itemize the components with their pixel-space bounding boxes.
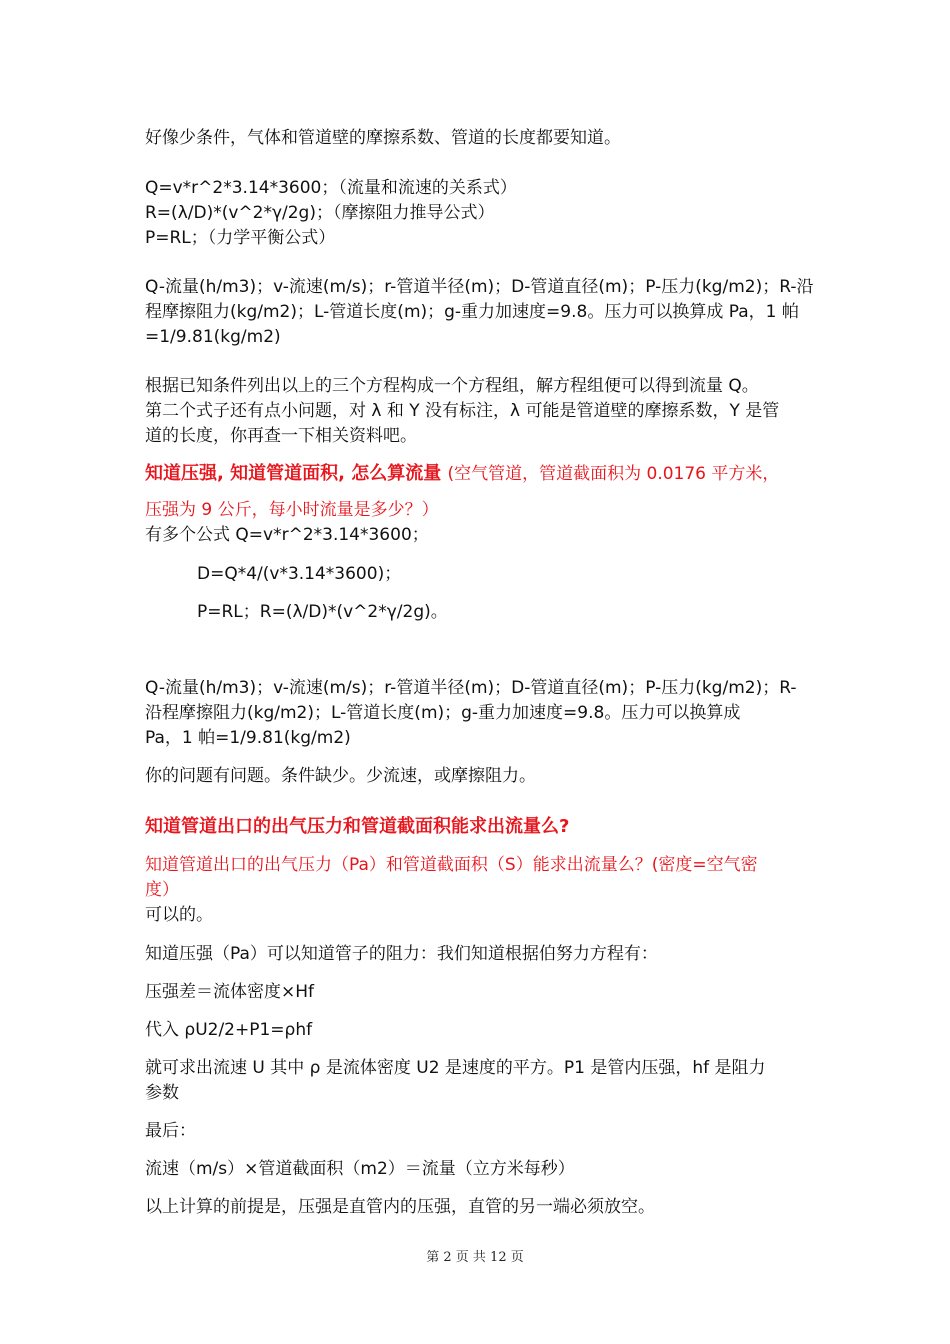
section-heading: 知道管道出口的出气压力和管道截面积能求出流量么? xyxy=(145,816,570,837)
paragraph-line: 程摩擦阻力(kg/m2)；L-管道长度(m)；g-重力加速度=9.8。压力可以换算成 Pa，1 帕 xyxy=(145,302,799,322)
paragraph-line: Pa，1 帕=1/9.81(kg/m2) xyxy=(145,728,351,748)
paragraph-line: 可以的。 xyxy=(145,905,213,925)
paragraph-line: 参数 xyxy=(145,1083,179,1103)
question-line: 度） xyxy=(145,880,179,900)
paragraph-line: 你的问题有问题。条件缺少。少流速，或摩擦阻力。 xyxy=(145,766,536,786)
paragraph-line: 根据已知条件列出以上的三个方程构成一个方程组，解方程组便可以得到流量 Q。 xyxy=(145,376,759,396)
paragraph-line: 知道压强（Pa）可以知道管子的阻力：我们知道根据伯努力方程有： xyxy=(145,944,658,964)
formula-line: R=(λ/D)*(v^2*γ/2g)；（摩擦阻力推导公式） xyxy=(145,203,495,223)
paragraph-line: =1/9.81(kg/m2) xyxy=(145,327,281,347)
paragraph-line: 有多个公式 Q=v*r^2*3.14*3600； xyxy=(145,525,429,545)
heading-rest: (空气管道，管道截面积为 0.0176 平方米， xyxy=(447,464,780,484)
page-footer: 第 2 页 共 12 页 xyxy=(426,1250,524,1265)
paragraph-line: 流速（m/s）×管道截面积（m2）＝流量（立方米每秒） xyxy=(145,1159,575,1179)
paragraph-line: 沿程摩擦阻力(kg/m2)；L-管道长度(m)；g-重力加速度=9.8。压力可以换算成 xyxy=(145,703,741,723)
paragraph-line: 道的长度，你再查一下相关资料吧。 xyxy=(145,426,417,446)
formula-line: Q=v*r^2*3.14*3600；（流量和流速的关系式） xyxy=(145,178,517,198)
formula-line: P=RL；R=(λ/D)*(v^2*γ/2g)。 xyxy=(197,602,448,622)
paragraph-line: 代入 ρU2/2+P1=ρhf xyxy=(145,1020,313,1040)
question-line: 知道管道出口的出气压力（Pa）和管道截面积（S）能求出流量么？(密度=空气密 xyxy=(145,855,758,875)
heading-bold: 知道压强, 知道管道面积, 怎么算流量 xyxy=(145,463,448,484)
paragraph-line: 压强差＝流体密度×Hf xyxy=(145,982,315,1002)
heading-line: 压强为 9 公斤，每小时流量是多少？） xyxy=(145,500,439,520)
paragraph-line: Q-流量(h/m3)；v-流速(m/s)；r-管道半径(m)；D-管道直径(m)；P-压力(kg/m2)；R-沿 xyxy=(145,277,814,297)
paragraph-line: 以上计算的前提是，压强是直管内的压强，直管的另一端必须放空。 xyxy=(145,1197,655,1217)
paragraph-line: 好像少条件，气体和管道壁的摩擦系数、管道的长度都要知道。 xyxy=(145,128,621,148)
paragraph-line: 第二个式子还有点小问题，对 λ 和 Y 没有标注，λ 可能是管道壁的摩擦系数，Y 是管 xyxy=(145,401,780,421)
section-heading xyxy=(145,462,779,486)
formula-line: P=RL；（力学平衡公式） xyxy=(145,228,336,248)
formula-line: D=Q*4/(v*3.14*3600)； xyxy=(197,564,402,584)
paragraph-line: Q-流量(h/m3)；v-流速(m/s)；r-管道半径(m)；D-管道直径(m)；P-压力(kg/m2)；R- xyxy=(145,678,797,698)
paragraph-line: 就可求出流速 U 其中 ρ 是流体密度 U2 是速度的平方。P1 是管内压强，hf 是阻力 xyxy=(145,1058,766,1078)
paragraph-line: 最后： xyxy=(145,1121,196,1141)
